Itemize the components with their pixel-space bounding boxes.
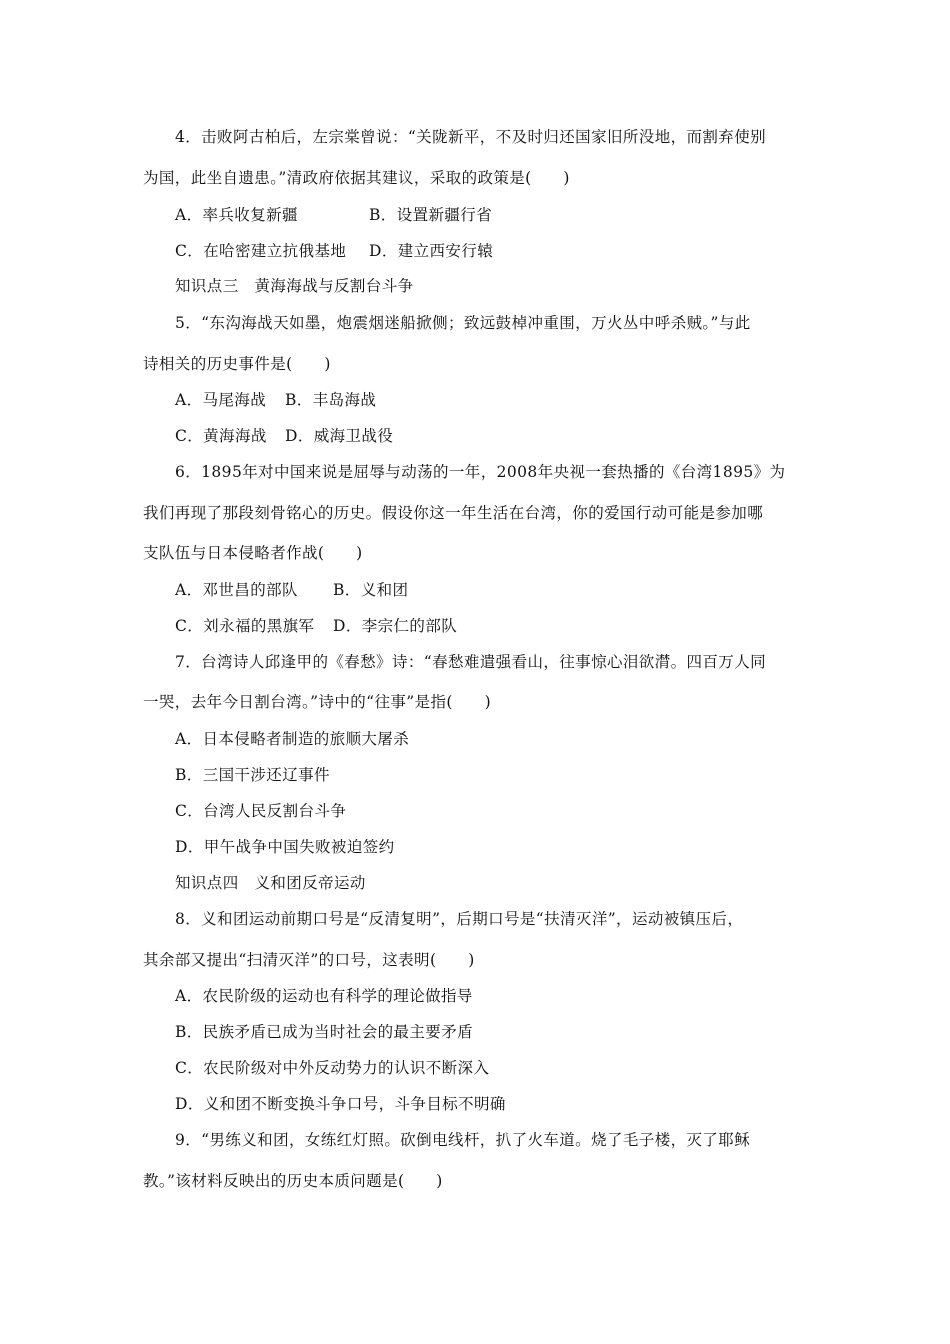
- q4-option-d: D．建立西安行辕: [369, 242, 494, 260]
- q6-stem-line-3: 支队伍与日本侵略者作战( ): [143, 544, 363, 562]
- q7-stem-line-1: 7．台湾诗人邱逢甲的《春愁》诗：“春愁难遣强看山，往事惊心泪欲潸。四百万人同: [175, 653, 766, 671]
- q8-option-d: D．义和团不断变换斗争口号，斗争目标不明确: [175, 1095, 506, 1113]
- q5-option-d: D．威海卫战役: [285, 427, 394, 445]
- q7-option-a: A．日本侵略者制造的旅顺大屠杀: [175, 730, 410, 748]
- q6-options-row-2: [175, 616, 457, 636]
- q6-option-b: B．义和团: [333, 581, 409, 599]
- q5-option-c: C．黄海海战: [175, 427, 267, 445]
- q6-stem-line-1: 6．1895年对中国来说是屈辱与动荡的一年，2008年央视一套热播的《台湾1895》为: [175, 463, 786, 481]
- q5-stem-line-1: 5．“东沟海战天如墨，炮震烟迷船掀侧；致远鼓棹冲重围，万火丛中呼杀贼。”与此: [175, 314, 751, 332]
- q5-options-row-1: [175, 390, 376, 410]
- q4-option-b: B．设置新疆行省: [369, 206, 493, 224]
- q7-option-b: B．三国干涉还辽事件: [175, 766, 330, 784]
- q5-options-row-2: [175, 426, 393, 446]
- q7-stem-line-2: 一哭，去年今日割台湾。”诗中的“往事”是指( ): [143, 693, 492, 711]
- q6-option-c: C．刘永福的黑旗军: [175, 617, 315, 635]
- q9-stem-line-2: 教。”该材料反映出的历史本质问题是( ): [143, 1172, 443, 1190]
- q8-stem-line-1: 8．义和团运动前期口号是“反清复明”，后期口号是“扶清灭洋”，运动被镇压后，: [175, 910, 744, 928]
- q4-stem-line-1: 4．击败阿古柏后，左宗棠曾说：“关陇新平，不及时归还国家旧所没地，而割弃使别: [175, 128, 766, 146]
- section-heading-4: 知识点四 义和团反帝运动: [175, 874, 366, 892]
- q4-option-a: A．率兵收复新疆: [175, 206, 298, 224]
- q4-options-row-1: [175, 205, 492, 225]
- q5-stem-line-2: 诗相关的历史事件是( ): [143, 355, 331, 373]
- q6-options-row-1: [175, 580, 408, 600]
- q5-option-a: A．马尾海战: [175, 391, 267, 409]
- section-heading-3: 知识点三 黄海海战与反割台斗争: [175, 277, 414, 295]
- q4-options-row-2: [175, 241, 493, 261]
- q7-option-d: D．甲午战争中国失败被迫签约: [175, 838, 395, 856]
- q4-option-c: C．在哈密建立抗俄基地: [175, 242, 347, 260]
- q8-option-b: B．民族矛盾已成为当时社会的最主要矛盾: [175, 1023, 473, 1041]
- q9-stem-line-1: 9．“男练义和团，女练红灯照。砍倒电线杆，扒了火车道。烧了毛子楼，灭了耶稣: [175, 1131, 751, 1149]
- q7-option-c: C．台湾人民反割台斗争: [175, 802, 347, 820]
- q5-option-b: B．丰岛海战: [285, 391, 377, 409]
- q6-stem-line-2: 我们再现了那段刻骨铭心的历史。假设你这一年生活在台湾，你的爱国行动可能是参加哪: [143, 504, 764, 522]
- q4-stem-line-2: 为国，此坐自遗患。”清政府依据其建议，采取的政策是( ): [143, 169, 570, 187]
- q8-option-c: C．农民阶级对中外反动势力的认识不断深入: [175, 1059, 490, 1077]
- q8-option-a: A．农民阶级的运动也有科学的理论做指导: [175, 987, 473, 1005]
- q6-option-d: D．李宗仁的部队: [333, 617, 458, 635]
- q6-option-a: A．邓世昌的部队: [175, 581, 298, 599]
- q8-stem-line-2: 其余部又提出“扫清灭洋”的口号，这表明( ): [143, 951, 475, 969]
